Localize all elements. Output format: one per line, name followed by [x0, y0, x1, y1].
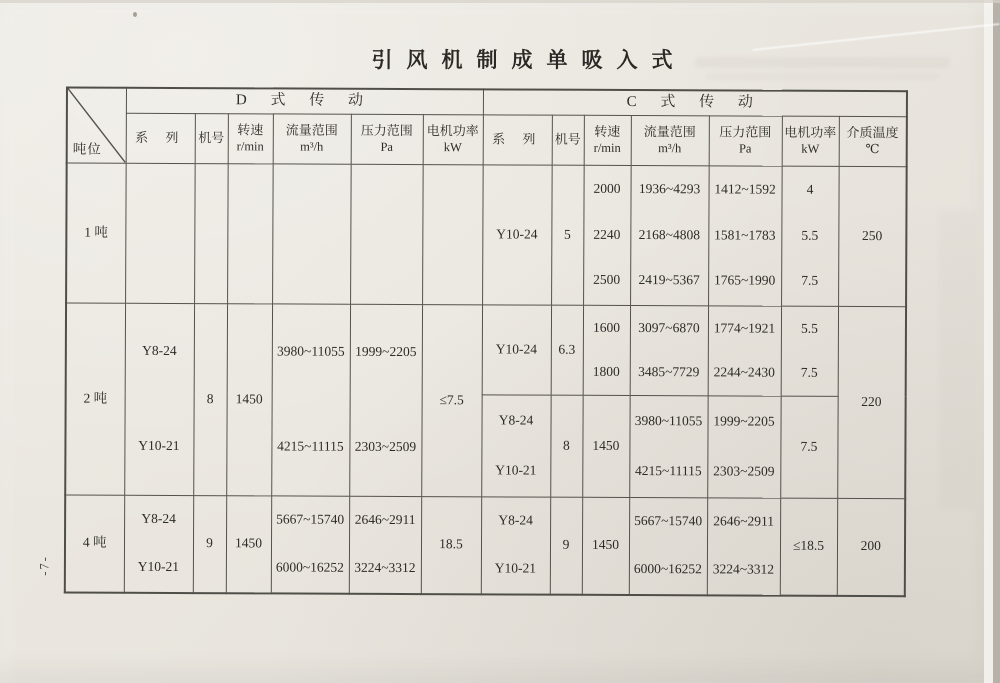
header-unit: kW [443, 139, 462, 155]
header-unit: m³/h [300, 139, 324, 154]
header-c-power [782, 116, 839, 166]
cell-2ton-c-upper-power [781, 306, 838, 396]
cell-value: 1581~1783 [714, 226, 776, 243]
header-label: 电机功率 [426, 122, 479, 138]
row-label-4ton: 4 吨 [65, 495, 124, 593]
cell-4ton-c-series [481, 496, 550, 594]
cell-value: Y8-24 [498, 411, 534, 428]
cell-2ton-c-upper-pressure [708, 305, 781, 395]
cell-4ton-temp: 200 [837, 498, 905, 596]
cell-value: 1999~2205 [355, 343, 417, 360]
header-label: 机号 [554, 131, 581, 147]
cell-value: 1765~1990 [713, 272, 776, 288]
header-label: 系 列 [135, 129, 186, 145]
header-unit: m³/h [658, 140, 682, 156]
header-c-machine-no [552, 115, 584, 165]
cell-value: 2168~4808 [638, 226, 701, 242]
cell-1ton-d-power-empty [422, 164, 483, 304]
header-unit: Pa [738, 141, 752, 156]
cell-2ton-d-flow [271, 303, 350, 495]
header-c-flow [631, 115, 709, 165]
header-c-speed [584, 115, 631, 165]
cell-value: Y10-21 [494, 560, 537, 576]
cell-value: 2646~2911 [713, 513, 775, 529]
cell-2ton-c-lower-series [481, 394, 550, 496]
header-d-machine-no [195, 113, 228, 163]
page-title: 引风机制成单吸入式 [371, 48, 687, 72]
cell-2ton-c-lower-flow [629, 395, 707, 497]
cell-4ton-d-power: 18.5 [421, 496, 481, 594]
cell-4ton-d-flow [271, 495, 349, 593]
header-d-flow [273, 113, 351, 163]
cell-2ton-c-upper-series: Y10-24 [482, 304, 551, 394]
header-d-power [423, 114, 483, 164]
cell-value: 2646~2911 [354, 512, 416, 528]
header-unit: Pa [380, 139, 394, 154]
cell-1ton-temp: 250 [838, 166, 907, 306]
cell-value: 6000~16252 [633, 561, 702, 577]
header-label: 转速 [594, 123, 621, 139]
cell-1ton-c-machine-no: 5 [551, 165, 584, 305]
cell-value: 2500 [593, 271, 621, 287]
cell-value: 1600 [592, 319, 620, 335]
corner-cell-tonnage [67, 88, 126, 163]
cell-1ton-c-series: Y10-24 [482, 164, 552, 304]
cell-2ton-d-machine-no: 8 [193, 303, 227, 495]
fan-spec-table [64, 87, 908, 598]
cell-value: 3224~3312 [712, 561, 775, 577]
cell-value: 2303~2509 [354, 438, 417, 455]
header-label: 压力范围 [719, 123, 772, 140]
cell-2ton-c-upper-flow [630, 305, 708, 395]
cell-1ton-c-power [781, 166, 839, 306]
cell-value: Y10-21 [138, 437, 180, 454]
cell-2ton-c-upper-machine-no: 6.3 [551, 305, 583, 395]
scan-speck [133, 12, 137, 17]
cell-1ton-d-speed-empty [227, 163, 273, 303]
cell-value: Y8-24 [498, 512, 533, 528]
cell-value: 1936~4293 [638, 181, 701, 197]
cell-2ton-temp: 220 [837, 306, 906, 498]
header-label: 压力范围 [360, 122, 413, 138]
header-label: 系 列 [492, 131, 543, 147]
cell-4ton-c-pressure [707, 497, 780, 595]
cell-4ton-c-power: ≤18.5 [780, 498, 837, 596]
cell-value: 3980~11055 [634, 412, 703, 428]
header-unit: ℃ [865, 141, 880, 156]
tonnage-label: 吨位 [72, 141, 102, 157]
paper-edge-highlight [984, 0, 993, 683]
cell-value: 3097~6870 [638, 319, 700, 335]
cell-2ton-d-speed: 1450 [226, 303, 272, 495]
cell-4ton-d-pressure [349, 496, 421, 594]
cell-value: Y10-21 [137, 559, 180, 575]
header-label: 电机功率 [784, 124, 837, 140]
cell-4ton-d-machine-no: 9 [193, 495, 226, 593]
cell-4ton-c-machine-no: 9 [550, 497, 582, 595]
header-unit: r/min [593, 140, 621, 155]
cell-2ton-c-lower-pressure [707, 395, 780, 497]
cell-value: 5.5 [800, 320, 818, 336]
cell-value: 1774~1921 [713, 319, 776, 336]
cell-4ton-c-speed: 1450 [582, 497, 629, 595]
cell-value: 2419~5367 [638, 271, 700, 288]
cell-value: 1800 [592, 363, 620, 379]
cell-value: 1412~1592 [714, 181, 776, 197]
header-label: 流量范围 [643, 123, 696, 139]
cell-value: 5667~15740 [276, 511, 345, 528]
cell-value: 1999~2205 [713, 412, 775, 429]
d-section-header: D 式 传 动 [126, 88, 483, 115]
cell-2ton-c-lower-power: 7.5 [780, 396, 837, 498]
header-c-pressure [709, 115, 782, 165]
cell-1ton-d-pressure-empty [350, 164, 423, 304]
paper-edge-shadow [993, 0, 1000, 683]
cell-2ton-c-lower-machine-no: 8 [550, 395, 582, 497]
cell-4ton-d-speed: 1450 [226, 495, 271, 593]
cell-value: 3485~7729 [638, 363, 700, 379]
cell-value: 7.5 [801, 272, 819, 288]
cell-value: 5.5 [801, 227, 819, 243]
bleedthrough-smudge [705, 73, 940, 80]
header-d-speed [228, 113, 273, 163]
header-unit: r/min [236, 139, 264, 154]
header-temp [839, 116, 907, 166]
header-c-series [483, 114, 552, 164]
page-number: -7- [37, 555, 52, 576]
cell-value: 2000 [593, 181, 621, 197]
cell-value: Y8-24 [141, 511, 176, 527]
cell-value: Y10-21 [495, 461, 537, 478]
cell-2ton-c-lower-speed: 1450 [582, 395, 629, 497]
cell-value: 3980~11055 [277, 343, 345, 359]
cell-1ton-d-series-empty [125, 163, 195, 303]
cell-1ton-c-flow [630, 165, 709, 305]
cell-1ton-d-flow-empty [272, 163, 351, 303]
header-label: 流量范围 [285, 122, 338, 138]
row-label-2ton: 2 吨 [65, 303, 125, 495]
cell-value: 4215~11115 [635, 462, 702, 478]
cell-value: 2244~2430 [713, 363, 775, 380]
header-unit: kW [801, 141, 820, 156]
c-section-header: C 式 传 动 [483, 89, 907, 116]
cell-2ton-d-series [124, 303, 194, 495]
cell-value: 6000~16252 [275, 559, 344, 576]
cell-2ton-d-power: ≤7.5 [421, 304, 482, 496]
cell-value: 7.5 [800, 364, 818, 380]
bleedthrough-smudge [938, 210, 976, 510]
cell-value: 3224~3312 [354, 560, 416, 576]
paper-edge-top [0, 0, 1000, 3]
cell-value: 4215~11115 [277, 438, 344, 454]
cell-1ton-c-pressure [708, 165, 782, 305]
header-label: 转速 [237, 121, 264, 137]
cell-value: Y8-24 [142, 342, 177, 359]
cell-value: 4 [806, 181, 814, 198]
cell-4ton-d-series [124, 495, 193, 593]
cell-value: 2240 [593, 226, 621, 242]
cell-4ton-c-flow [629, 497, 707, 595]
header-label: 机号 [198, 129, 225, 146]
cell-2ton-c-upper-speed [583, 305, 630, 395]
header-d-pressure [351, 114, 423, 164]
cell-1ton-c-speed [583, 165, 631, 305]
cell-value: 5667~15740 [634, 513, 703, 529]
cell-2ton-d-pressure [349, 304, 422, 496]
cell-value: 2303~2509 [713, 462, 775, 479]
header-d-series [126, 113, 195, 163]
cell-1ton-d-machine-no-empty [194, 163, 228, 303]
row-label-1ton: 1 吨 [66, 163, 126, 303]
header-label: 介质温度 [846, 124, 899, 140]
